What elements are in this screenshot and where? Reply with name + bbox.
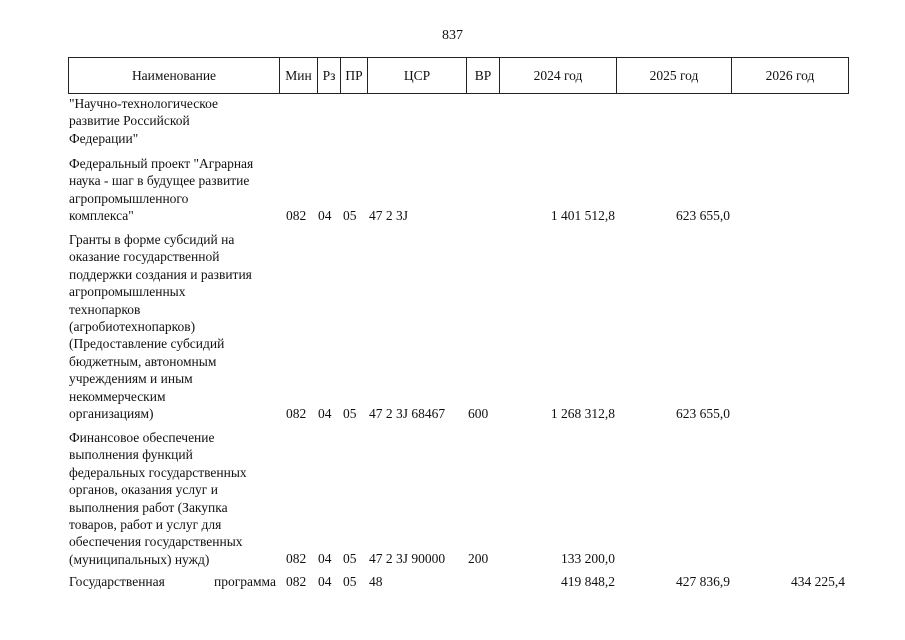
name-line: Финансовое обеспечение	[69, 430, 215, 445]
name-line: технопарков	[69, 301, 141, 317]
header-2024: 2024 год	[500, 57, 617, 94]
header-2025: 2025 год	[617, 57, 732, 94]
name-line: "Научно-технологическое	[69, 96, 218, 111]
cell-2025: 623 655,0	[676, 208, 730, 223]
name-line: выполнения работ (Закупка	[69, 499, 228, 515]
name-line: Гранты в форме субсидий на	[69, 232, 235, 247]
name-line: оказание государственной	[69, 249, 220, 265]
header-min: Мин	[280, 57, 318, 94]
cell-rz: 04	[318, 406, 332, 421]
name-line: федеральных государственных	[69, 464, 247, 480]
header-vr: ВР	[467, 57, 500, 94]
name-line: (Предоставление субсидий	[69, 336, 225, 352]
name-line: Федеральный проект "Аграрная	[69, 156, 254, 171]
cell-csr: 47 2 3J 68467	[369, 406, 446, 421]
cell-2025: 427 836,9	[676, 574, 730, 589]
name-line: обеспечения государственных	[69, 534, 243, 550]
cell-2024: 1 401 512,8	[550, 208, 615, 223]
cell-pr: 05	[343, 574, 357, 589]
name-line: комплекса"	[69, 208, 134, 224]
cell-min: 082	[286, 208, 307, 223]
name-line: агропромышленного	[69, 190, 189, 206]
name-line: (агробиотехнопарков)	[69, 319, 196, 335]
row-name	[69, 231, 276, 422]
name-line: агропромышленных	[69, 284, 186, 300]
cell-2024: 1 268 312,8	[550, 406, 615, 421]
cell-csr: 47 2 3J	[369, 208, 409, 223]
cell-csr: 48	[369, 574, 383, 589]
name-line: организациям)	[69, 406, 154, 422]
cell-csr: 47 2 3J 90000	[369, 551, 446, 566]
cell-min: 082	[286, 406, 307, 421]
header-name: Наименование	[68, 57, 280, 94]
name-line: органов, оказания услуг и	[69, 482, 218, 498]
cell-rz: 04	[318, 208, 332, 223]
row-name	[69, 429, 276, 568]
name-line: некоммерческим	[69, 388, 166, 404]
row-name	[69, 95, 276, 147]
page-number: 837	[442, 28, 463, 43]
name-line: учреждениям и иным	[69, 371, 193, 387]
cell-rz: 04	[318, 551, 332, 566]
cell-vr: 200	[468, 551, 489, 566]
name-line: поддержки создания и развития	[69, 266, 252, 282]
row-name	[69, 155, 276, 225]
cell-2024: 419 848,2	[561, 574, 615, 589]
name-line: наука - шаг в будущее развитие	[69, 173, 250, 189]
cell-pr: 05	[343, 208, 357, 223]
header-2026: 2026 год	[732, 57, 849, 94]
header-pr: ПР	[341, 57, 368, 94]
cell-rz: 04	[318, 574, 332, 589]
cell-pr: 05	[343, 551, 357, 566]
cell-2026: 434 225,4	[791, 574, 845, 589]
name-line: выполнения функций	[69, 447, 193, 463]
name-line: развитие Российской	[69, 113, 190, 129]
name-line: Федерации"	[69, 130, 139, 146]
name-line: товаров, работ и услуг для	[69, 517, 222, 533]
cell-min: 082	[286, 574, 307, 589]
header-rz: Рз	[318, 57, 341, 94]
name-line: Государственная программа	[69, 574, 276, 589]
cell-vr: 600	[468, 406, 489, 421]
cell-min: 082	[286, 551, 307, 566]
cell-pr: 05	[343, 406, 357, 421]
header-csr: ЦСР	[368, 57, 467, 94]
cell-2024: 133 200,0	[561, 551, 615, 566]
cell-2025: 623 655,0	[676, 406, 730, 421]
name-line: (муниципальных) нужд)	[69, 551, 210, 567]
name-line: бюджетным, автономным	[69, 353, 217, 369]
row-name	[69, 573, 276, 590]
